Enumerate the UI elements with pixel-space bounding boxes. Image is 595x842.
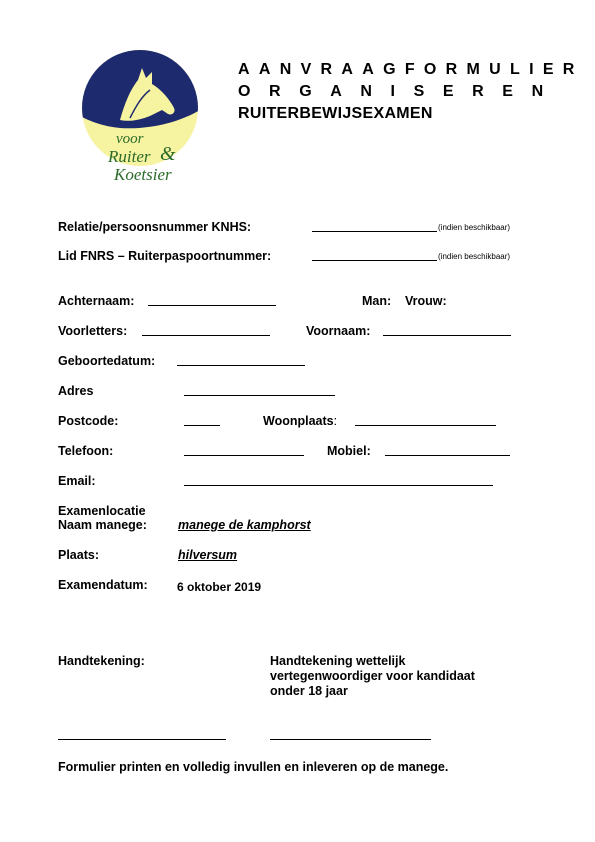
- title-line-2: ORGANISEREN: [238, 83, 562, 100]
- adres-label: Adres: [58, 384, 94, 398]
- achternaam-field[interactable]: [148, 305, 276, 306]
- manege-label: Naam manege:: [58, 518, 147, 532]
- examenlocatie-heading: Examenlocatie: [58, 504, 146, 518]
- voornaam-label: Voornaam:: [306, 324, 371, 338]
- man-label[interactable]: Man:: [362, 294, 392, 308]
- logo-text-ampersand: &: [160, 143, 176, 165]
- logo-text-ruiter: Ruiter: [108, 147, 151, 166]
- woonplaats-colon: :: [333, 414, 338, 428]
- fnrs-field[interactable]: [312, 260, 437, 261]
- logo: [80, 50, 200, 185]
- postcode-field[interactable]: [184, 425, 220, 426]
- email-field[interactable]: [184, 485, 493, 486]
- vrouw-label[interactable]: Vrouw:: [405, 294, 447, 308]
- woonplaats-label: [263, 414, 337, 428]
- manege-value: manege de kamphorst: [178, 518, 311, 532]
- title-line-1: AANVRAAGFORMULIER: [238, 61, 584, 78]
- voorletters-label: Voorletters:: [58, 324, 128, 338]
- woonplaats-label-text: Woonplaats: [263, 414, 334, 428]
- relatie-label: Relatie/persoonsnummer KNHS:: [58, 220, 252, 234]
- signature-field[interactable]: [58, 739, 226, 740]
- logo-text-voor: voor: [116, 131, 144, 147]
- telefoon-field[interactable]: [184, 455, 304, 456]
- fnrs-note: (indien beschikbaar): [438, 252, 511, 261]
- guardian-signature-field[interactable]: [270, 739, 431, 740]
- achternaam-label: Achternaam:: [58, 294, 135, 308]
- handtekening-label: Handtekening:: [58, 654, 145, 668]
- guardian-signature-label-3: onder 18 jaar: [270, 684, 348, 698]
- woonplaats-field[interactable]: [355, 425, 496, 426]
- relatie-field[interactable]: [312, 231, 437, 232]
- telefoon-label: Telefoon:: [58, 444, 114, 458]
- title-line-3: RUITERBEWIJSEXAMEN: [238, 105, 433, 122]
- examendatum-label: Examendatum:: [58, 578, 148, 592]
- postcode-label: Postcode:: [58, 414, 119, 428]
- relatie-note: (indien beschikbaar): [438, 223, 511, 232]
- guardian-signature-label-2: vertegenwoordiger voor kandidaat: [270, 669, 475, 683]
- fnrs-label: Lid FNRS – Ruiterpaspoortnummer:: [58, 249, 272, 263]
- guardian-signature-label-1: Handtekening wettelijk: [270, 654, 406, 668]
- mobiel-field[interactable]: [385, 455, 510, 456]
- logo-text-koetsier: Koetsier: [114, 165, 172, 184]
- footer-instruction: Formulier printen en volledig invullen en inleveren op de manege.: [58, 760, 449, 774]
- voornaam-field[interactable]: [383, 335, 511, 336]
- voorletters-field[interactable]: [142, 335, 270, 336]
- adres-field[interactable]: [184, 395, 335, 396]
- geboortedatum-field[interactable]: [177, 365, 305, 366]
- plaats-value: hilversum: [178, 548, 238, 562]
- mobiel-label: Mobiel:: [327, 444, 371, 458]
- examendatum-value: 6 oktober 2019: [177, 580, 262, 594]
- geboortedatum-label: Geboortedatum:: [58, 354, 156, 368]
- email-label: Email:: [58, 474, 96, 488]
- plaats-label: Plaats:: [58, 548, 99, 562]
